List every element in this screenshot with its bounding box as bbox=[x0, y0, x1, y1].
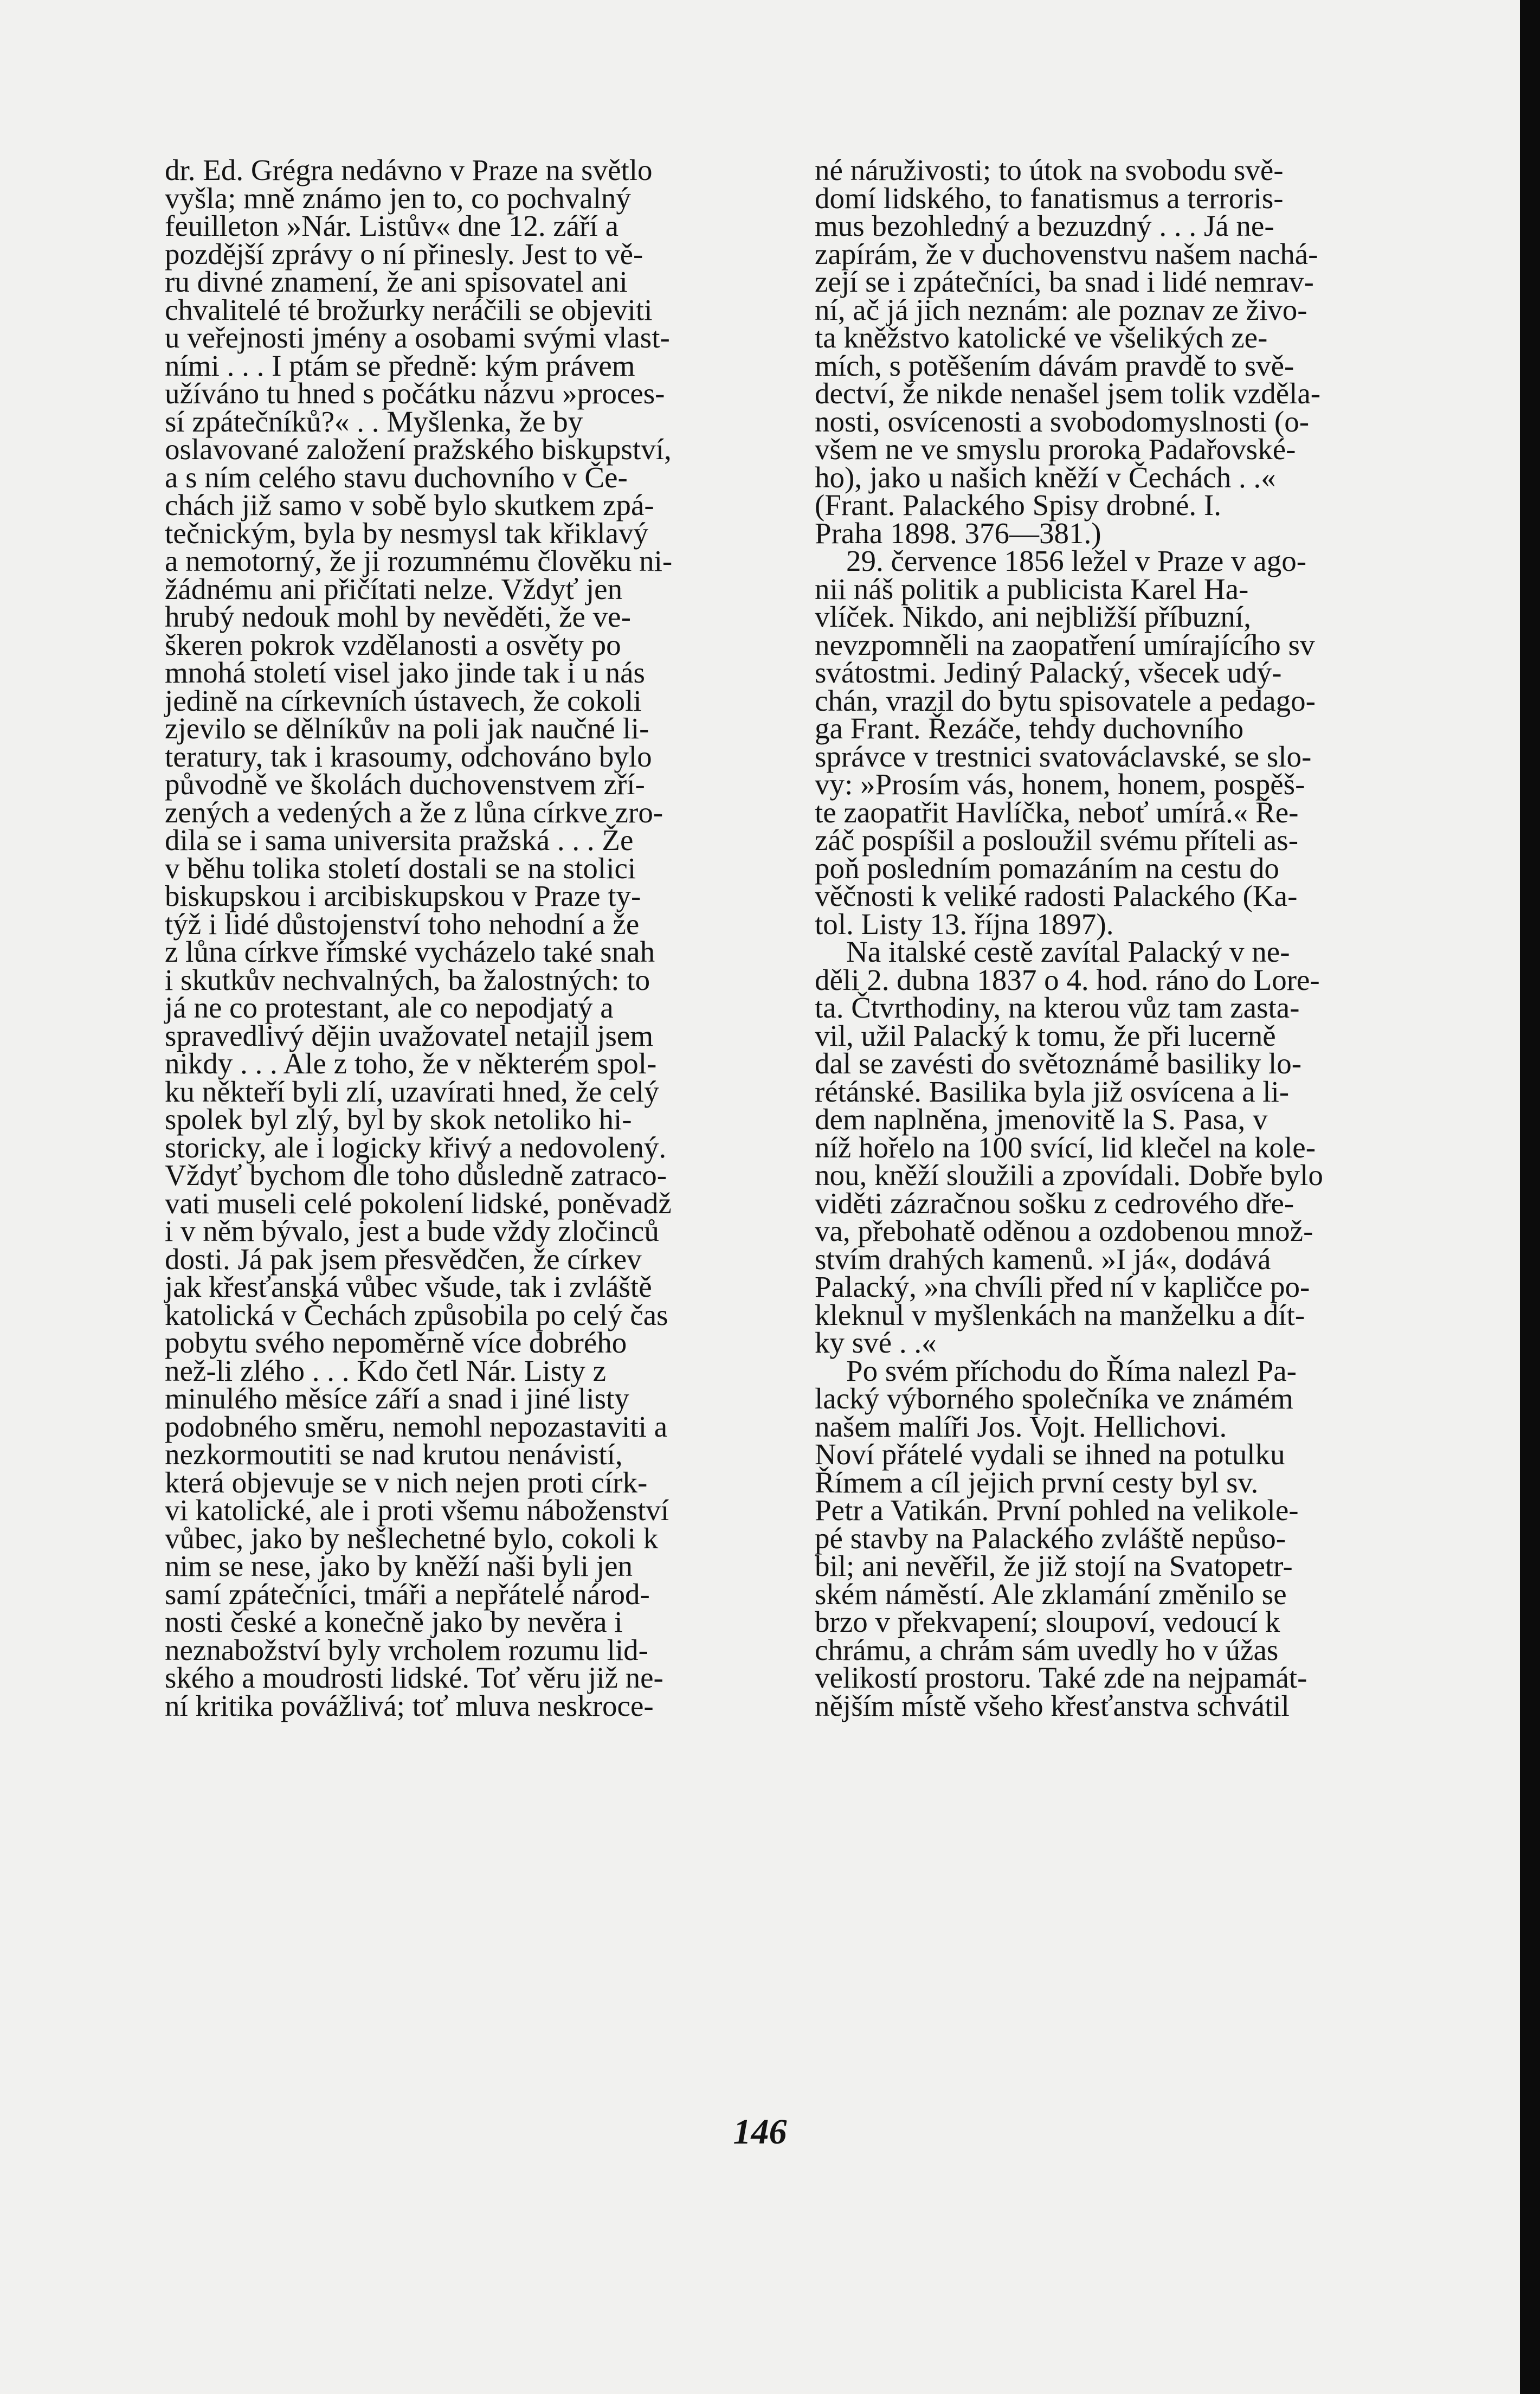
right-column bbox=[815, 153, 1422, 1722]
right-paragraph-3: Na italské cestě zavítal Palacký v ne- děli 2. dubna 1837 o 4. hod. ráno do Lore- ta. Čtvrthodiny, na kterou vůz tam zasta- vil, užil Palacký k tomu, že při lucerně dal se zavésti do světoznámé basiliky lo- rétánské. Basilika byla již osvícena a li- dem naplněna, jmenovitě la S. Pasa, v níž hořelo na 100 svící, lid klečel na kole- nou, kněží sloužili a zpovídali. Dobře bylo viděti zázračnou sošku z cedrového dře- va, přebohatě oděnou a ozdobenou množ- stvím drahých kamenů. »I já«, dodává Palacký, »na chvíli před ní v kapličce po- kleknul v myšlenkách na manželku a dít- ky své . .« bbox=[815, 935, 1323, 1359]
left-paragraph-1: dr. Ed. Grégra nedávno v Praze na světlo vyšla; mně známo jen to, co pochvalný feuilleton »Nár. Listův« dne 12. září a pozdější zprávy o ní přinesly. Jest to vě- ru divné znamení, že ani spisovatel ani chvalitelé té brožurky neráčili se objeviti u veřejnosti jmény a osobami svými vlast- ními . . . I ptám se předně: kým právem užíváno tu hned s počátku názvu »proces- sí zpátečníků?« . . Myšlenka, že by oslavované založení pražského biskupství, a s ním celého stavu duchovního v Če- chách již samo v sobě bylo skutkem zpá- tečnickým, byla by nesmysl tak křiklavý a nemotorný, že ji rozumnému člověku ni- žádnému ani přičítati nelze. Vždyť jen hrubý nedouk mohl by nevěděti, že ve- škeren pokrok vzdělanosti a osvěty po mnohá století visel jako jinde tak i u nás jedině na církevních ústavech, že cokoli zjevilo se dělníkův na poli jak naučné li- teratury, tak i krasoumy, odchováno bylo původně ve školách duchovenstvem zří- zených a vedených a že z lůna církve zro- dila se i sama universita pražská . . . Že v běhu tolika století dostali se na stolici biskupskou i arcibiskupskou v Praze ty- týž i lidé důstojenství toho nehodní a že z lůna církve římské vycházelo také snah i skutkův nechvalných, ba žalostných: to já ne co protestant, ale co nepodjatý a spravedlivý dějin uvažovatel netajil jsem nikdy . . . Ale z toho, že v některém spol- ku někteří byli zlí, uzavírati hned, že celý spolek byl zlý, byl by skok netoliko hi- storicky, ale i logicky křivý a nedovolený. Vždyť bychom dle toho důsledně zatraco- vati museli celé pokolení lidské, poněvadž i v něm bývalo, jest a bude vždy zločinců dosti. Já pak jsem přesvědčen, že církev jak křesťanská vůbec všude, tak i zvláště katolická v Čechách způsobila po celý čas pobytu svého nepoměrně více dobrého než-li zlého . . . Kdo četl Nár. Listy z minulého měsíce září a snad i jiné listy podobného směru, nemohl nepozastaviti a nezkormoutiti se nad krutou nenávistí, která objevuje se v nich nejen proti círk- vi katolické, ale i proti všemu náboženství vůbec, jako by nešlechetné bylo, cokoli k nim se nese, jako by kněží naši byli jen samí zpátečníci, tmáři a nepřátelé národ- nosti české a konečně jako by nevěra i neznabožství byly vrcholem rozumu lid- ského a moudrosti lidské. Toť věru již ne- ní kritika povážlivá; toť mluva neskroce- bbox=[165, 153, 673, 1722]
page-number: 146 bbox=[733, 2112, 787, 2152]
right-paragraph-2: 29. července 1856 ležel v Praze v ago- nii náš politik a publicista Karel Ha- vlíček. Nikdo, ani nejbližší příbuzní, nevzpomněli na zaopatření umírajícího sv svátostmi. Jediný Palacký, všecek udý- chán, vrazil do bytu spisovatele a pedago- ga Frant. Řezáče, tehdy duchovního správce v trestnici svatováclavské, se slo- vy: »Prosím vás, honem, honem, pospěš- te zaopatřit Havlíčka, neboť umírá.« Ře- záč pospíšil a posloužil svému příteli as- poň posledním pomazáním na cestu do věčnosti k veliké radosti Palackého (Ka- tol. Listy 13. října 1897). bbox=[815, 544, 1316, 941]
right-paragraph-1: né náruživosti; to útok na svobodu svě- domí lidského, to fanatismus a terroris- mus bezohledný a bezuzdný . . . Já ne- zapírám, že v duchovenstvu našem nachá- zejí se i zpátečníci, ba snad i lidé nemrav- ní, ač já jich neznám: ale poznav ze živo- ta kněžstvo katolické ve všelikých ze- mích, s potěšením dávám pravdě to svě- dectví, že nikde nenašel jsem tolik vzděla- nosti, osvícenosti a svobodomyslnosti (o- všem ne ve smyslu proroka Padařovské- ho), jako u našich kněží v Čechách . .« (Frant. Palackého Spisy drobné. I. Praha 1898. 376—381.) bbox=[815, 153, 1321, 550]
page-edge-shadow bbox=[1520, 0, 1540, 2394]
right-paragraph-4: Po svém příchodu do Říma nalezl Pa- lacký výborného společníka ve známém našem malíři Jos. Vojt. Hellichovi. Noví přátelé vydali se ihned na potulku Římem a cíl jejich první cesty byl sv. Petr a Vatikán. První pohled na velikole- pé stavby na Palackého zvláště nepůso- bil; ani nevěřil, že již stojí na Svatopetr- ském náměstí. Ale zklamání změnilo se brzo v překvapení; sloupoví, vedoucí k chrámu, a chrám sám uvedly ho v úžas velikostí prostoru. Také zde na nejpamát- nějším místě všeho křesťanstva schvátil bbox=[815, 1354, 1307, 1722]
left-column bbox=[165, 153, 772, 1722]
